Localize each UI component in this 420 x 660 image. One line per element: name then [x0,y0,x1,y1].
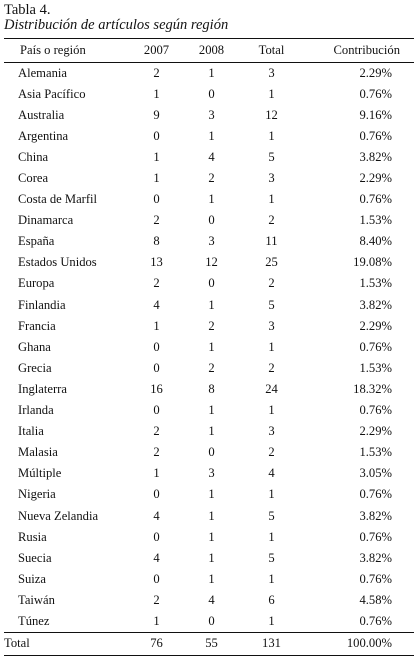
value-2008-cell: 3 [208,466,215,481]
table-row [4,569,414,590]
value-2007-cell: 2 [153,276,160,291]
value-2007-cell: 2 [153,213,160,228]
country-cell: Asia Pacífico [18,86,86,101]
country-cell: Francia [18,318,56,333]
table-row [4,611,414,632]
value-2007-cell: 0 [153,360,160,375]
value-2007-cell: 1 [153,466,160,481]
value-2007-cell: 0 [153,339,160,354]
country-cell: Suecia [18,550,52,565]
table-row [4,337,414,358]
total-cell: 11 [265,234,278,249]
country-cell: Inglaterra [18,381,67,396]
distribution-table [4,38,414,656]
value-2008-cell: 1 [208,192,215,207]
contribution-cell: 0.76% [359,339,392,354]
contribution-cell: 19.08% [353,255,392,270]
table-row [4,210,414,231]
value-2007-cell: 16 [150,381,163,396]
value-2008-cell: 3 [208,234,215,249]
contribution-cell: 1.53% [359,276,392,291]
column-header-total: Total [239,39,304,63]
value-2008-cell: 0 [208,213,215,228]
table-row [4,316,414,337]
table-row [4,189,414,210]
country-cell: Finlandia [18,297,66,312]
total-cell: 6 [268,592,275,607]
total-cell: 25 [265,255,278,270]
table-row [4,548,414,569]
total-cell: 3 [268,318,275,333]
country-cell: Costa de Marfil [18,192,98,207]
contribution-cell: 0.76% [359,613,392,628]
contribution-cell: 1.53% [359,213,392,228]
contribution-cell: 0.76% [359,192,392,207]
total-cell: 2 [268,360,275,375]
contribution-cell: 0.76% [359,403,392,418]
table-row [4,358,414,379]
total-cell: 24 [265,381,278,396]
table-row [4,252,414,273]
value-2008-cell: 1 [208,128,215,143]
country-cell: Taiwán [18,592,55,607]
table-row [4,63,414,84]
country-cell: Túnez [18,613,50,628]
contribution-cell: 3.82% [359,508,392,523]
contribution-cell: 3.82% [359,297,392,312]
country-cell: Nigeria [18,487,56,502]
country-cell: Grecia [18,360,52,375]
total-contribution: 100.00% [304,632,414,655]
total-cell: 5 [268,149,275,164]
table-row [4,126,414,147]
value-2008-cell: 0 [208,276,215,291]
total-2008: 55 [184,632,239,655]
table-body [4,63,414,633]
country-cell: Múltiple [18,466,62,481]
table-row [4,463,414,484]
total-cell: 1 [268,613,275,628]
contribution-cell: 2.29% [359,318,392,333]
contribution-cell: 0.76% [359,571,392,586]
column-header-contribution: Contribución [304,39,414,63]
contribution-cell: 3.05% [359,466,392,481]
value-2008-cell: 4 [208,149,215,164]
value-2007-cell: 9 [153,107,160,122]
contribution-cell: 1.53% [359,360,392,375]
country-cell: Suiza [18,571,46,586]
total-cell: 1 [268,403,275,418]
total-total: 131 [239,632,304,655]
value-2007-cell: 4 [153,508,160,523]
header-row [4,39,414,63]
contribution-cell: 3.82% [359,550,392,565]
value-2008-cell: 1 [208,529,215,544]
value-2008-cell: 3 [208,107,215,122]
total-cell: 1 [268,86,275,101]
value-2007-cell: 4 [153,550,160,565]
country-cell: España [18,234,55,249]
value-2008-cell: 0 [208,445,215,460]
table-row [4,295,414,316]
contribution-cell: 3.82% [359,149,392,164]
total-cell: 3 [268,65,275,80]
contribution-cell: 8.40% [359,234,392,249]
contribution-cell: 18.32% [353,381,392,396]
value-2007-cell: 1 [153,149,160,164]
contribution-cell: 2.29% [359,171,392,186]
table-row [4,527,414,548]
value-2008-cell: 2 [208,171,215,186]
country-cell: Dinamarca [18,213,74,228]
column-header-country: País o región [4,39,129,63]
total-cell: 5 [268,508,275,523]
table-row [4,273,414,294]
total-cell: 1 [268,571,275,586]
value-2008-cell: 1 [208,487,215,502]
value-2008-cell: 1 [208,571,215,586]
column-header-2007: 2007 [129,39,184,63]
value-2008-cell: 2 [208,318,215,333]
country-cell: Argentina [18,128,69,143]
value-2008-cell: 1 [208,297,215,312]
country-cell: Irlanda [18,403,54,418]
value-2007-cell: 1 [153,86,160,101]
table-row [4,84,414,105]
country-cell: China [18,149,49,164]
total-cell: 1 [268,529,275,544]
value-2008-cell: 1 [208,339,215,354]
value-2007-cell: 1 [153,613,160,628]
total-cell: 12 [265,107,278,122]
value-2007-cell: 1 [153,171,160,186]
table-row [4,505,414,526]
total-cell: 5 [268,297,275,312]
table-row [4,442,414,463]
total-cell: 5 [268,550,275,565]
value-2007-cell: 1 [153,318,160,333]
value-2007-cell: 0 [153,487,160,502]
value-2007-cell: 13 [150,255,163,270]
total-2007: 76 [129,632,184,655]
total-row [4,632,414,655]
contribution-cell: 0.76% [359,487,392,502]
value-2007-cell: 2 [153,445,160,460]
value-2007-cell: 2 [153,424,160,439]
value-2008-cell: 1 [208,550,215,565]
table-row [4,231,414,252]
total-cell: 1 [268,192,275,207]
table-row [4,168,414,189]
table-row [4,147,414,168]
table-row [4,379,414,400]
value-2007-cell: 0 [153,403,160,418]
value-2008-cell: 12 [205,255,218,270]
total-label: Total [4,632,129,655]
contribution-cell: 0.76% [359,86,392,101]
table-number: Tabla 4. [4,2,51,18]
total-cell: 3 [268,424,275,439]
total-cell: 1 [268,487,275,502]
total-cell: 2 [268,445,275,460]
value-2008-cell: 0 [208,613,215,628]
country-cell: Australia [18,107,65,122]
column-header-2008: 2008 [184,39,239,63]
table-title: Distribución de artículos según región [4,17,229,33]
country-cell: Corea [18,171,49,186]
value-2007-cell: 0 [153,571,160,586]
table-row [4,421,414,442]
value-2007-cell: 0 [153,128,160,143]
table-row [4,105,414,126]
country-cell: Italia [18,424,44,439]
table-row [4,590,414,611]
contribution-cell: 0.76% [359,128,392,143]
value-2008-cell: 1 [208,508,215,523]
country-cell: Alemania [18,65,67,80]
total-cell: 4 [268,466,275,481]
country-cell: Rusia [18,529,47,544]
value-2007-cell: 4 [153,297,160,312]
country-cell: Estados Unidos [18,255,97,270]
contribution-cell: 9.16% [359,107,392,122]
country-cell: Malasia [18,445,58,460]
value-2008-cell: 0 [208,86,215,101]
value-2008-cell: 1 [208,403,215,418]
country-cell: Nueva Zelandia [18,508,99,523]
value-2008-cell: 2 [208,360,215,375]
value-2007-cell: 0 [153,529,160,544]
contribution-cell: 4.58% [359,592,392,607]
total-cell: 3 [268,171,275,186]
contribution-cell: 2.29% [359,424,392,439]
contribution-cell: 0.76% [359,529,392,544]
value-2008-cell: 8 [208,381,215,396]
total-cell: 2 [268,276,275,291]
value-2007-cell: 2 [153,65,160,80]
total-cell: 1 [268,128,275,143]
value-2008-cell: 4 [208,592,215,607]
total-cell: 2 [268,213,275,228]
total-cell: 1 [268,339,275,354]
contribution-cell: 2.29% [359,65,392,80]
value-2007-cell: 2 [153,592,160,607]
value-2007-cell: 0 [153,192,160,207]
value-2008-cell: 1 [208,65,215,80]
country-cell: Ghana [18,339,51,354]
country-cell: Europa [18,276,55,291]
contribution-cell: 1.53% [359,445,392,460]
value-2007-cell: 8 [153,234,160,249]
table-row [4,400,414,421]
value-2008-cell: 1 [208,424,215,439]
table-row [4,484,414,505]
